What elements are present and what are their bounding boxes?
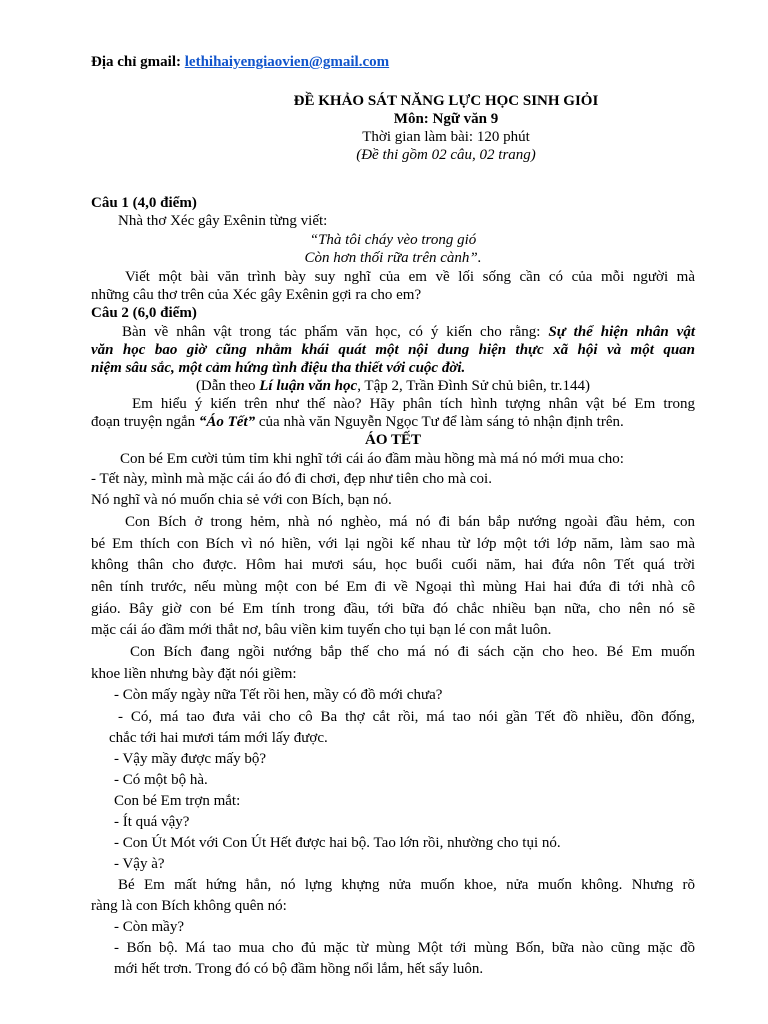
q2-quote-start: Sự thể hiện nhân vật	[548, 324, 695, 340]
story-line: - Vậy à?	[114, 856, 165, 872]
exam-note: (Đề thi gồm 02 câu, 02 trang)	[356, 147, 536, 163]
story-line: mới hết trơn. Trong đó có bộ đầm hồng nổi lắm, hết sẩy luôn.	[114, 961, 484, 977]
story-line: - Có một bộ hà.	[114, 772, 208, 788]
q1-verse-2: Còn hơn thối rữa trên cành”.	[304, 250, 482, 266]
q2-ask-line-1: Em hiểu ý kiến trên như thế nào? Hãy phân tích hình tượng nhân vật bé Em trong	[132, 396, 695, 412]
q2-citation	[91, 376, 695, 396]
q2-quote-line-3: niệm sâu sắc, một cảm hứng tình điệu tha thiết với cuộc đời.	[91, 360, 466, 376]
exam-title: ĐỀ KHẢO SÁT NĂNG LỰC HỌC SINH GIỎI	[293, 93, 599, 109]
story-line: Con bé Em cười tủm tỉm khi nghĩ tới cái áo đầm màu hồng mà má nó mới mua cho:	[120, 451, 624, 467]
story-line: không thân cho được. Hôm hai mươi sáu, học buổi cuối năm, hai đứa nôn Tết quá trời	[91, 557, 695, 573]
story-line: - Bốn bộ. Má tao mua cho đủ mặc từ mùng Một tới mùng Bốn, bữa nào cũng mặc đồ	[114, 940, 695, 956]
story-line: - Ít quá vậy?	[114, 814, 190, 830]
story-line: - Tết này, mình mà mặc cái áo đó đi chơi, đẹp như tiên cho mà coi.	[91, 471, 492, 487]
story-line: ràng là con Bích không quên nó:	[91, 898, 287, 914]
q2-prompt-line-1	[122, 322, 695, 342]
ask-story-title: “Áo Tết”	[198, 414, 256, 430]
q1-intro: Nhà thơ Xéc gây Exênin từng viết:	[118, 213, 328, 229]
story-line: Nó nghĩ và nó muốn chia sẻ với con Bích, bạn nó.	[91, 492, 392, 508]
story-line: mặc cái áo đầm mới thắt nơ, bâu viền kim tuyến cho tụi bạn lé con mắt luôn.	[91, 622, 552, 638]
story-line: giáo. Bây giờ con bé Em tính trong đầu, tới bữa đó chắc nhiều bạn nữa, cho nên nó sẽ	[91, 601, 695, 617]
ask-prefix: đoạn truyện ngắn	[91, 414, 199, 430]
exam-subject: Môn: Ngữ văn 9	[393, 111, 499, 127]
q2-ask-line-2	[91, 412, 624, 432]
story-line: Con Bích ở trong hẻm, nhà nó nghèo, má nó đi bán bắp nướng ngoài đầu hẻm, con	[125, 514, 695, 530]
citation-book: Lí luận văn học	[259, 378, 358, 394]
story-line: - Có, má tao đưa vải cho cô Ba thợ cắt rồi, má tao nói gần Tết đồ nhiều, đồn đống,	[118, 709, 695, 725]
q1-task-line-2: những câu thơ trên của Xéc gây Exênin gợi ra cho em?	[91, 287, 422, 303]
exam-time: Thời gian làm bài: 120 phút	[362, 129, 530, 145]
story-line: - Còn mấy ngày nữa Tết rồi hen, mầy có đồ mới chưa?	[114, 687, 443, 703]
q1-verse-1: “Thà tôi cháy vèo trong gió	[309, 232, 477, 248]
story-line: - Con Út Mót với Con Út Hết được hai bộ. Tao lớn rồi, nhường cho tụi nó.	[114, 835, 561, 851]
story-line: nên tính trước, nếu mùng một con bé Em đi về Ngoại thì mùng Hai hai đứa đi tới nhà cô	[91, 579, 695, 595]
story-line: bé Em thích con Bích vì nó hiền, với lại ngồi kế nhau từ lớp một tới lớp năm, làm sao mà	[91, 536, 695, 552]
email-link[interactable]: lethihaiyengiaovien@gmail.com	[184, 54, 390, 70]
q2-quote-line-2: văn học bao giờ cũng nhằm khái quát một nội dung hiện thực xã hội và một quan	[91, 342, 695, 358]
q2-prompt-text: Bàn về nhân vật trong tác phẩm văn học, có ý kiến cho rằng:	[122, 324, 549, 340]
email-label: Địa chỉ gmail:	[91, 54, 181, 70]
story-line: - Còn mầy?	[114, 919, 184, 935]
story-line: chắc tới hai mươi tám mới lấy được.	[109, 730, 328, 746]
q1-heading: Câu 1 (4,0 điểm)	[91, 195, 197, 211]
story-line: - Vậy mầy được mấy bộ?	[114, 751, 266, 767]
story-title: ÁO TẾT	[365, 432, 421, 448]
citation-suffix: , Tập 2, Trần Đình Sử chủ biên, tr.144)	[357, 378, 591, 394]
story-line: khoe liền nhưng bày đặt nói giềm:	[91, 666, 297, 682]
citation-prefix: (Dẫn theo	[195, 378, 260, 394]
story-line: Bé Em mất hứng hẳn, nó lựng khựng nửa muốn khoe, nửa muốn không. Nhưng rõ	[118, 877, 695, 893]
email-line	[91, 52, 389, 72]
q2-heading: Câu 2 (6,0 điểm)	[91, 305, 197, 321]
ask-suffix: của nhà văn Nguyễn Ngọc Tư để làm sáng tỏ nhận định trên.	[255, 414, 624, 430]
q1-task-line-1: Viết một bài văn trình bày suy nghĩ của em về lối sống cần có của mỗi người mà	[125, 269, 695, 285]
story-line: Con bé Em trợn mắt:	[114, 793, 241, 809]
story-line: Con Bích đang ngồi nướng bắp thế cho má nó đi sách cặn cho heo. Bé Em muốn	[130, 644, 695, 660]
